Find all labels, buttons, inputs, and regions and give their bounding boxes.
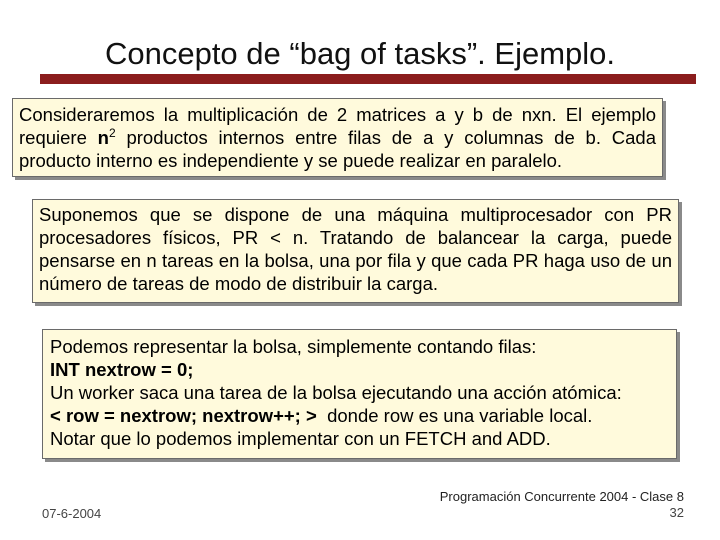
box3-line-4 [50,404,669,427]
text-box-multiprocessor [32,199,679,303]
footer-date: 07-6-2004 [42,506,102,521]
box1-bold-n: n [97,127,109,148]
footer-course: Programación Concurrente 2004 - Clase 8 [439,489,684,504]
box3-code-init: INT nextrow = 0; [50,359,194,380]
box1-superscript: 2 [108,126,116,140]
text-box-matrix-multiplication [12,98,663,177]
box3-code-atomic: < row = nextrow; nextrow++; > [50,405,317,426]
box3-line-5: Notar que lo podemos implementar con un FETCH and ADD. [50,428,551,449]
footer-info [344,489,684,521]
footer-page-number: 32 [669,505,684,520]
box3-line-3: Un worker saca una tarea de la bolsa ejecutando una acción atómica: [50,382,622,403]
box3-line-4-rest: donde row es una variable local. [316,405,593,426]
box1-text-before: Consideraremos la multiplicación de 2 matrices a y b de nxn. El ejemplo requiere [19,104,656,148]
slide-title: Concepto de “bag of tasks”. Ejemplo. [104,36,616,71]
box1-text-after: productos internos entre filas de a y columnas de b. Cada producto interno es independiente y se puede realizar en paralelo. [19,127,656,171]
title-underline [40,74,696,84]
text-box-bag-representation [42,329,677,459]
box3-line-2 [50,358,669,381]
box1-paragraph [19,103,656,172]
box2-paragraph: Suponemos que se dispone de una máquina multiprocesador con PR procesadores físicos, PR < n. Tratando de balancear la carga, puede pensarse en n tareas en la bolsa, una por fila y que cada PR haga uso de un número de tareas de modo de distribuir la carga. [39,204,672,294]
box3-line-1: Podemos representar la bolsa, simplemente contando filas: [50,336,537,357]
